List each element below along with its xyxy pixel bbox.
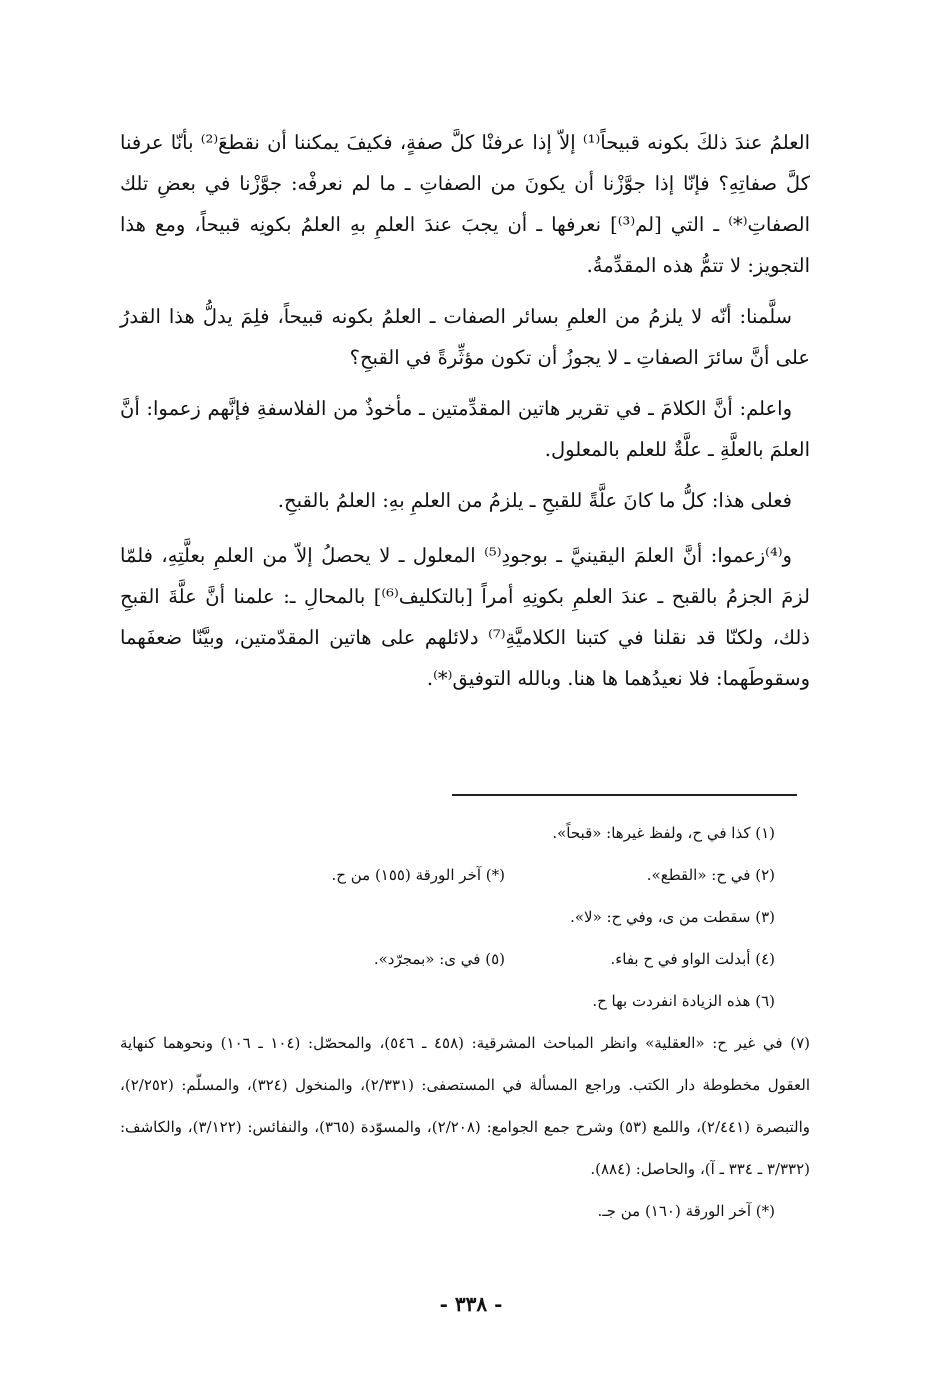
- footnote-star-155: (*) آخر الورقة (١٥٥) من ح.: [331, 866, 505, 884]
- page-number: - ٣٣٨ -: [439, 1292, 503, 1316]
- footnote-2: (٢) في ح: «القطع».: [646, 866, 775, 884]
- footnote-4: (٤) أبدلت الواو في ح بفاء.: [610, 950, 775, 968]
- footnote-3: (٣) سقطت من ى، وفي ح: «لا».: [570, 908, 775, 926]
- footnote-6: (٦) هذه الزيادة انفردت بها ح.: [592, 992, 775, 1010]
- paragraph-4: فعلى هذا: كلُّ ما كانَ علَّةً للقبحِ ـ يلزمُ من العلمِ بهِ: العلمُ بالقبحِ.: [277, 489, 792, 512]
- footnote-line: [120, 812, 810, 854]
- footnote-divider: [452, 794, 797, 796]
- paragraph-1: العلمُ عندَ ذلكَ بكونه قبيحاً⁽¹⁾ إلاّ إذا عرفنْا كلَّ صفةٍ، فكيفَ يمكننا أن نقطعَ⁽²⁾ بأنّا عرفنا كلَّ صفاتِهِ؟ فإنّا إذا جوَّزْنا أن يكونَ من الصفاتِ ـ ما لم نعرفْه: جوَّزْنا في بعضِ تلك الصفاتِ⁽*⁾ ـ التي [لم⁽³⁾] نعرفها ـ أن يجبَ عندَ العلمِ بهِ العلمُ بكونِه قبيحاً، ومع هذا التجويز: لا تتمُّ هذه المقدِّمةُ.: [120, 131, 811, 277]
- main-text: [120, 122, 810, 709]
- footnote-line: [120, 980, 810, 1022]
- footnote-star-160: (*) آخر الورقة (١٦٠) من جـ.: [597, 1202, 775, 1220]
- footnote-5: (٥) في ى: «بمجرّد».: [373, 950, 505, 968]
- footnote-line: [120, 896, 810, 938]
- paragraph-5: و⁽⁴⁾زعموا: أنَّ العلمَ اليقينيَّ ـ بوجودِ⁽⁵⁾ المعلول ـ لا يحصلُ إلاّ من العلمِ بعلَّتِهِ، فلمّا لزمَ الجزمُ بالقبح ـ عندَ العلمِ بكونِهِ أمراً [بالتكليف⁽⁶⁾] بالمحالِ ـ: علمنا أنَّ علَّةَ القبحِ ذلك، ولكنّا قد نقلنا في كتبنا الكلاميَّةِ⁽⁷⁾ دلائلهم على هاتين المقدّمتين، وبيَّنّا ضعفَهما وسقوطَهما: فلا نعيدُهما ها هنا. وبالله التوفيق⁽*⁾.: [120, 544, 810, 690]
- paragraph-2: سلَّمنا: أنّه لا يلزمُ من العلمِ بسائر الصفات ـ العلمُ بكونه قبيحاً، فلِمَ يدلُّ هذا القدرُ على أنَّ سائرَ الصفاتِ ـ لا يجوزُ أن تكون مؤثِّرةً في القبحِ؟: [120, 305, 810, 369]
- footnotes: [120, 812, 810, 1232]
- footnote-line: [120, 854, 810, 896]
- paragraph-3: واعلم: أنَّ الكلامَ ـ في تقرير هاتين المقدِّمتين ـ مأخوذٌ من الفلاسفةِ فإنَّهم زعموا: أنَّ العلمَ بالعلَّةِ ـ علَّةٌ للعلم بالمعلول.: [120, 397, 810, 461]
- footnote-1: (١) كذا في ح، ولفظ غيرها: «قبحاً».: [552, 824, 775, 842]
- footnote-7: (٧) في غير ح: «العقلية» وانظر المباحث المشرقية: (٤٥٨ ـ ٥٤٦)، والمحصّل: (١٠٤ ـ ١٠٦) ونحوهما كنهاية العقول مخطوطة دار الكتب. وراجع المسألة في المستصفى: (٢/٣٣١)، والمنخول (٣٢٤)، والمسلّم: (٢/٢٥٢)، والتبصرة (٢/٤٤١)، واللمع (٥٣) وشرح جمع الجوامع: (٢/٢٠٨)، والمسوّدة (٣٦٥)، والنفائس: (٣/١٢٢)، والكاشف: (٣/٣٣٢ ـ ٣٣٤ ـ آ)، والحاصل: (٨٨٤).: [120, 1034, 811, 1178]
- footnote-line: [120, 938, 810, 980]
